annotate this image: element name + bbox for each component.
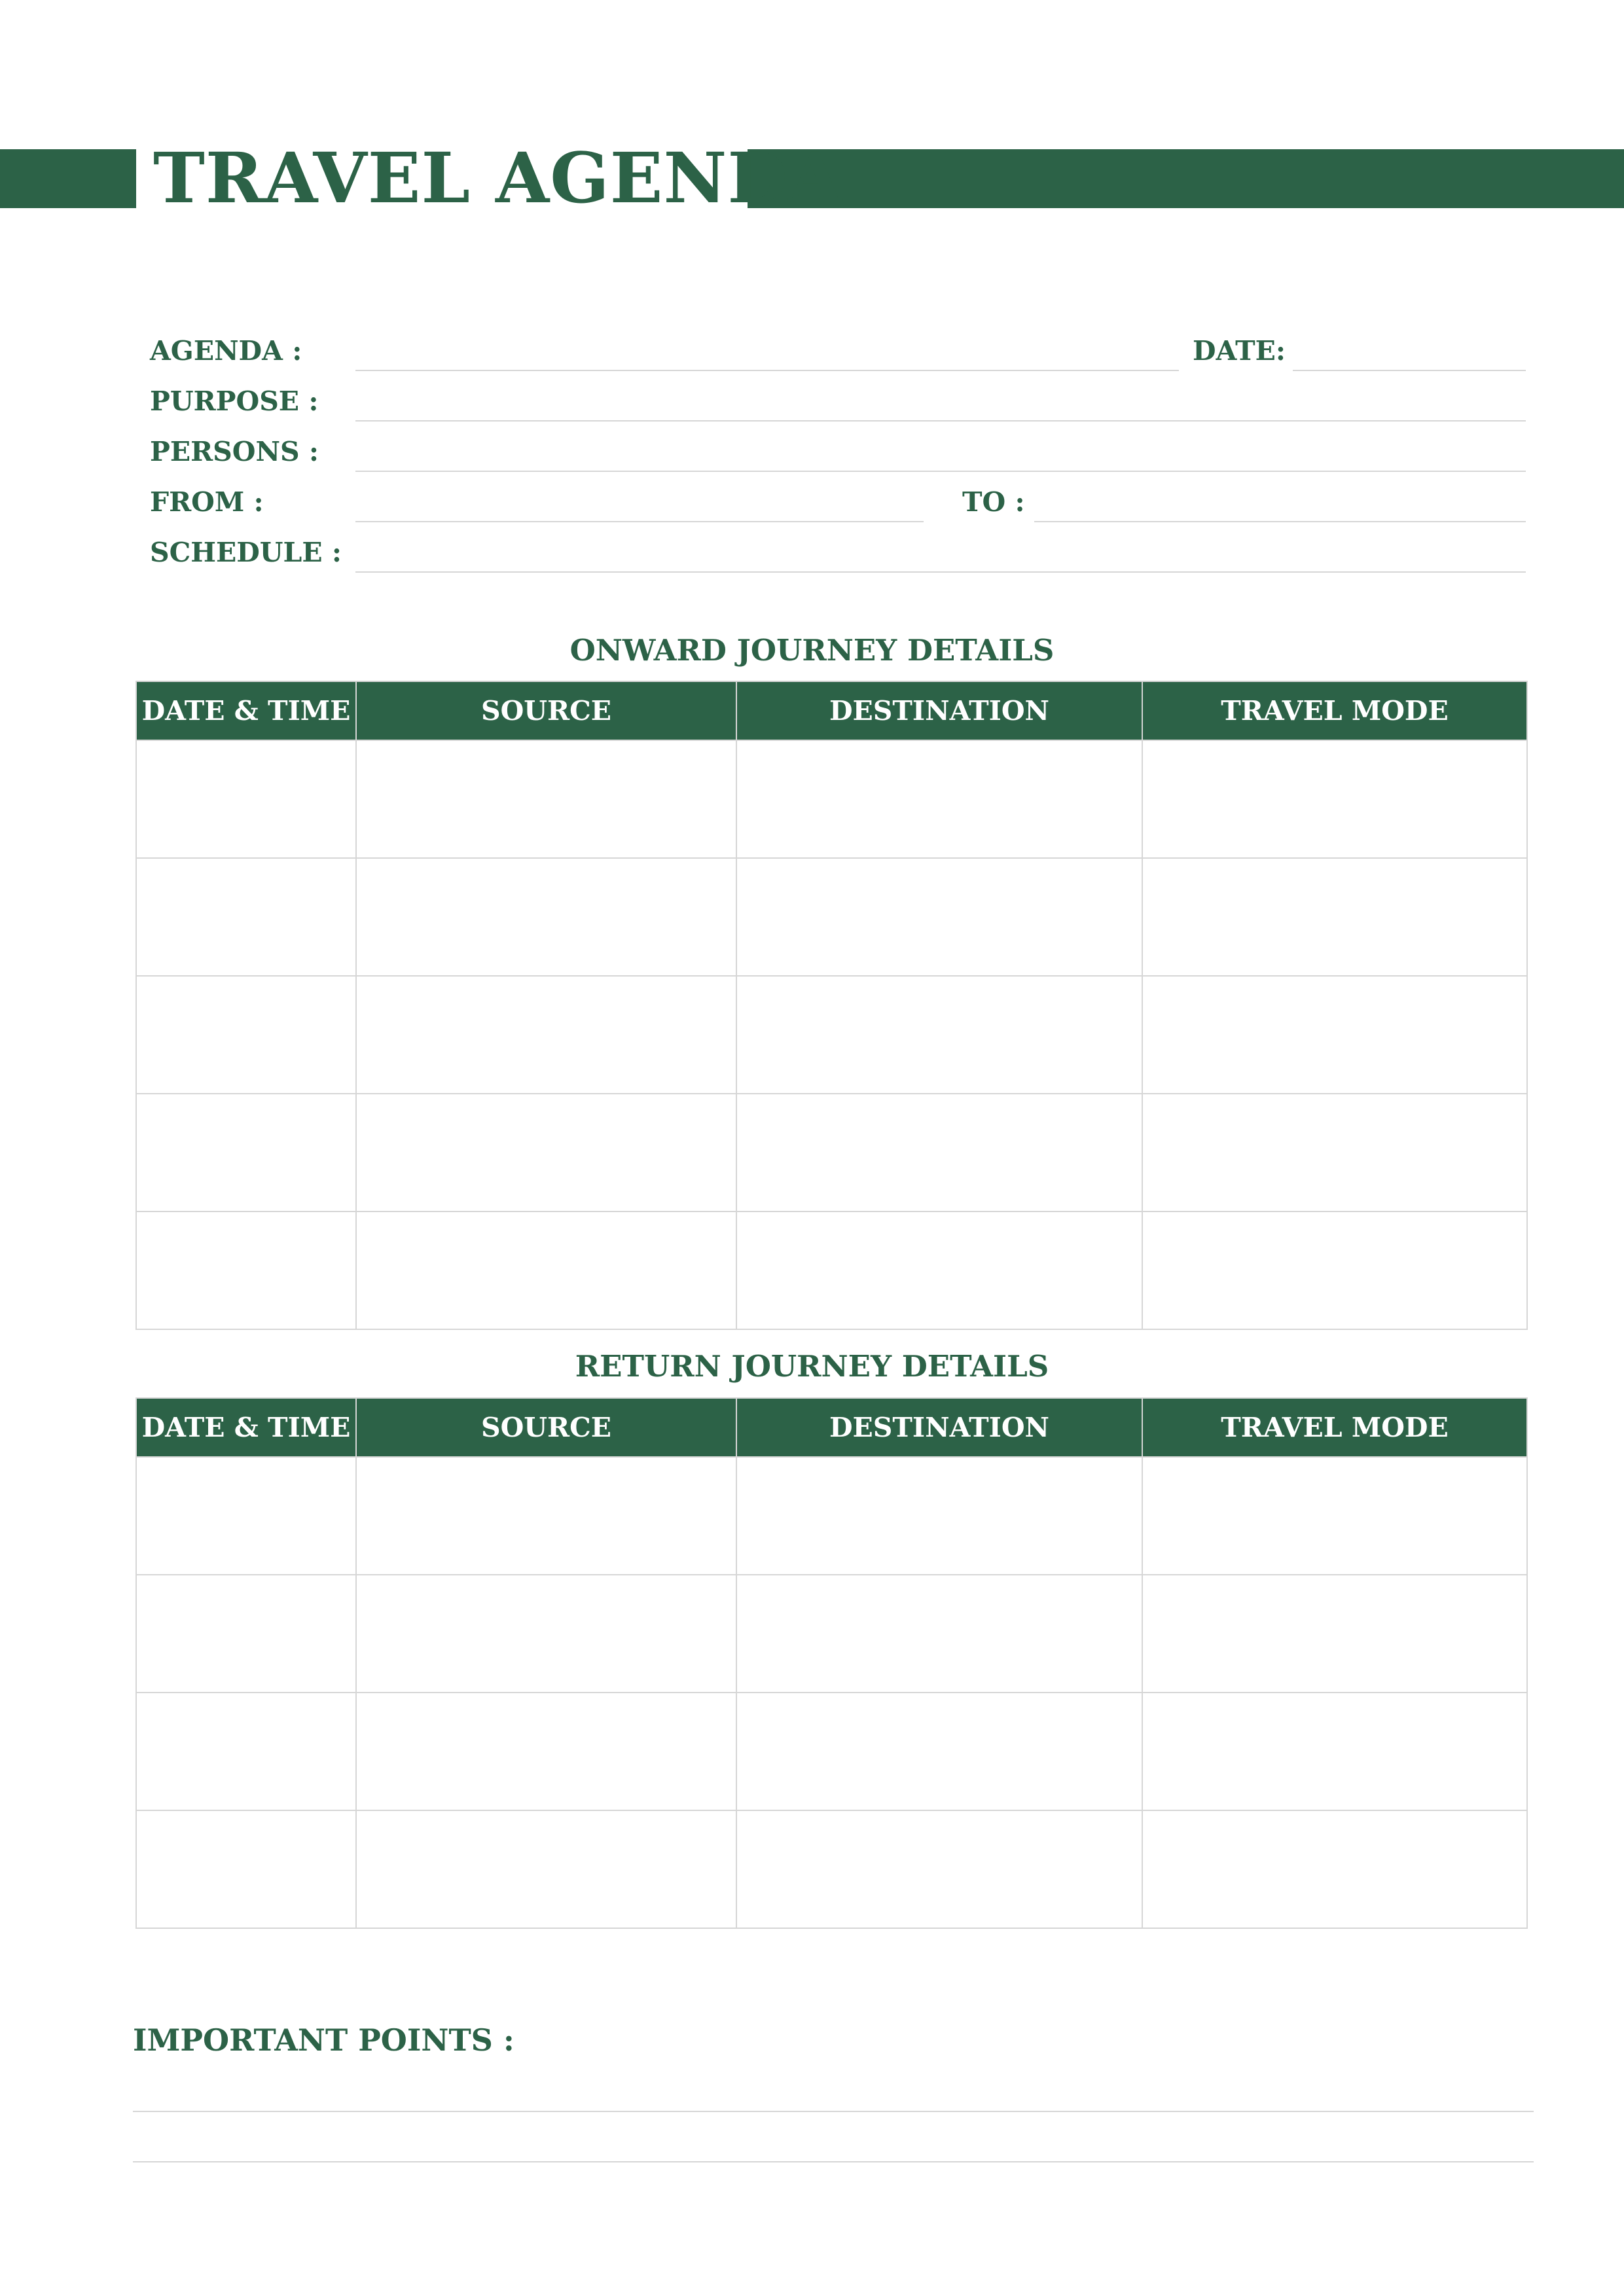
column-header-source: SOURCE [356, 681, 736, 740]
table-cell[interactable] [1142, 1094, 1527, 1211]
table-cell[interactable] [736, 1693, 1142, 1810]
persons-field[interactable] [355, 471, 1526, 472]
table-cell[interactable] [1142, 858, 1527, 976]
column-header-travel-mode: TRAVEL MODE [1142, 681, 1527, 740]
table-cell[interactable] [136, 1810, 356, 1928]
to-label: TO : [962, 486, 1025, 518]
return-section-title: RETURN JOURNEY DETAILS [575, 1349, 1049, 1384]
date-field[interactable] [1293, 370, 1526, 371]
table-cell[interactable] [356, 1094, 736, 1211]
from-label: FROM : [150, 486, 264, 518]
table-row [136, 1457, 1527, 1575]
persons-label: PERSONS : [150, 436, 319, 467]
table-cell[interactable] [136, 1211, 356, 1329]
table-row [136, 1693, 1527, 1810]
table-cell[interactable] [1142, 1211, 1527, 1329]
page-title: TRAVEL AGENDA [153, 137, 843, 219]
header-band-left [0, 149, 136, 208]
table-cell[interactable] [356, 976, 736, 1094]
table-cell[interactable] [136, 1693, 356, 1810]
purpose-label: PURPOSE : [150, 386, 319, 417]
notes-line-2[interactable] [133, 2161, 1534, 2162]
table-row [136, 1810, 1527, 1928]
table-cell[interactable] [136, 1094, 356, 1211]
table-cell[interactable] [136, 1575, 356, 1693]
onward-section-title: ONWARD JOURNEY DETAILS [569, 633, 1055, 668]
table-row [136, 740, 1527, 858]
return-journey-table [135, 1397, 1528, 1929]
table-cell[interactable] [736, 1094, 1142, 1211]
table-cell[interactable] [356, 1575, 736, 1693]
header-band-right [748, 149, 1624, 208]
agenda-field[interactable] [355, 370, 1179, 371]
table-cell[interactable] [1142, 1457, 1527, 1575]
schedule-field[interactable] [355, 571, 1526, 573]
table-row [136, 1211, 1527, 1329]
table-cell[interactable] [736, 1211, 1142, 1329]
from-field[interactable] [355, 521, 924, 522]
table-cell[interactable] [356, 1693, 736, 1810]
agenda-label: AGENDA : [150, 335, 302, 367]
table-row [136, 858, 1527, 976]
table-cell[interactable] [356, 858, 736, 976]
column-header-source: SOURCE [356, 1398, 736, 1457]
column-header-date-time: DATE & TIME [136, 1398, 356, 1457]
schedule-label: SCHEDULE : [150, 537, 342, 568]
table-cell[interactable] [1142, 1575, 1527, 1693]
date-label: DATE: [1193, 335, 1286, 367]
table-row [136, 976, 1527, 1094]
table-header-row [136, 1398, 1527, 1457]
table-cell[interactable] [356, 740, 736, 858]
table-cell[interactable] [736, 740, 1142, 858]
table-cell[interactable] [1142, 976, 1527, 1094]
table-cell[interactable] [736, 858, 1142, 976]
table-cell[interactable] [136, 976, 356, 1094]
column-header-destination: DESTINATION [736, 681, 1142, 740]
purpose-field[interactable] [355, 420, 1526, 422]
column-header-travel-mode: TRAVEL MODE [1142, 1398, 1527, 1457]
table-cell[interactable] [736, 1810, 1142, 1928]
table-cell[interactable] [1142, 1810, 1527, 1928]
table-cell[interactable] [356, 1457, 736, 1575]
table-cell[interactable] [736, 976, 1142, 1094]
table-cell[interactable] [136, 858, 356, 976]
table-header-row [136, 681, 1527, 740]
table-cell[interactable] [136, 740, 356, 858]
table-cell[interactable] [356, 1810, 736, 1928]
table-cell[interactable] [736, 1575, 1142, 1693]
column-header-destination: DESTINATION [736, 1398, 1142, 1457]
table-cell[interactable] [356, 1211, 736, 1329]
notes-line-1[interactable] [133, 2111, 1534, 2112]
table-row [136, 1094, 1527, 1211]
table-cell[interactable] [1142, 740, 1527, 858]
table-cell[interactable] [136, 1457, 356, 1575]
table-cell[interactable] [736, 1457, 1142, 1575]
table-cell[interactable] [1142, 1693, 1527, 1810]
table-row [136, 1575, 1527, 1693]
column-header-date-time: DATE & TIME [136, 681, 356, 740]
important-points-label: IMPORTANT POINTS : [133, 2022, 514, 2058]
to-field[interactable] [1034, 521, 1526, 522]
onward-journey-table [135, 681, 1528, 1330]
